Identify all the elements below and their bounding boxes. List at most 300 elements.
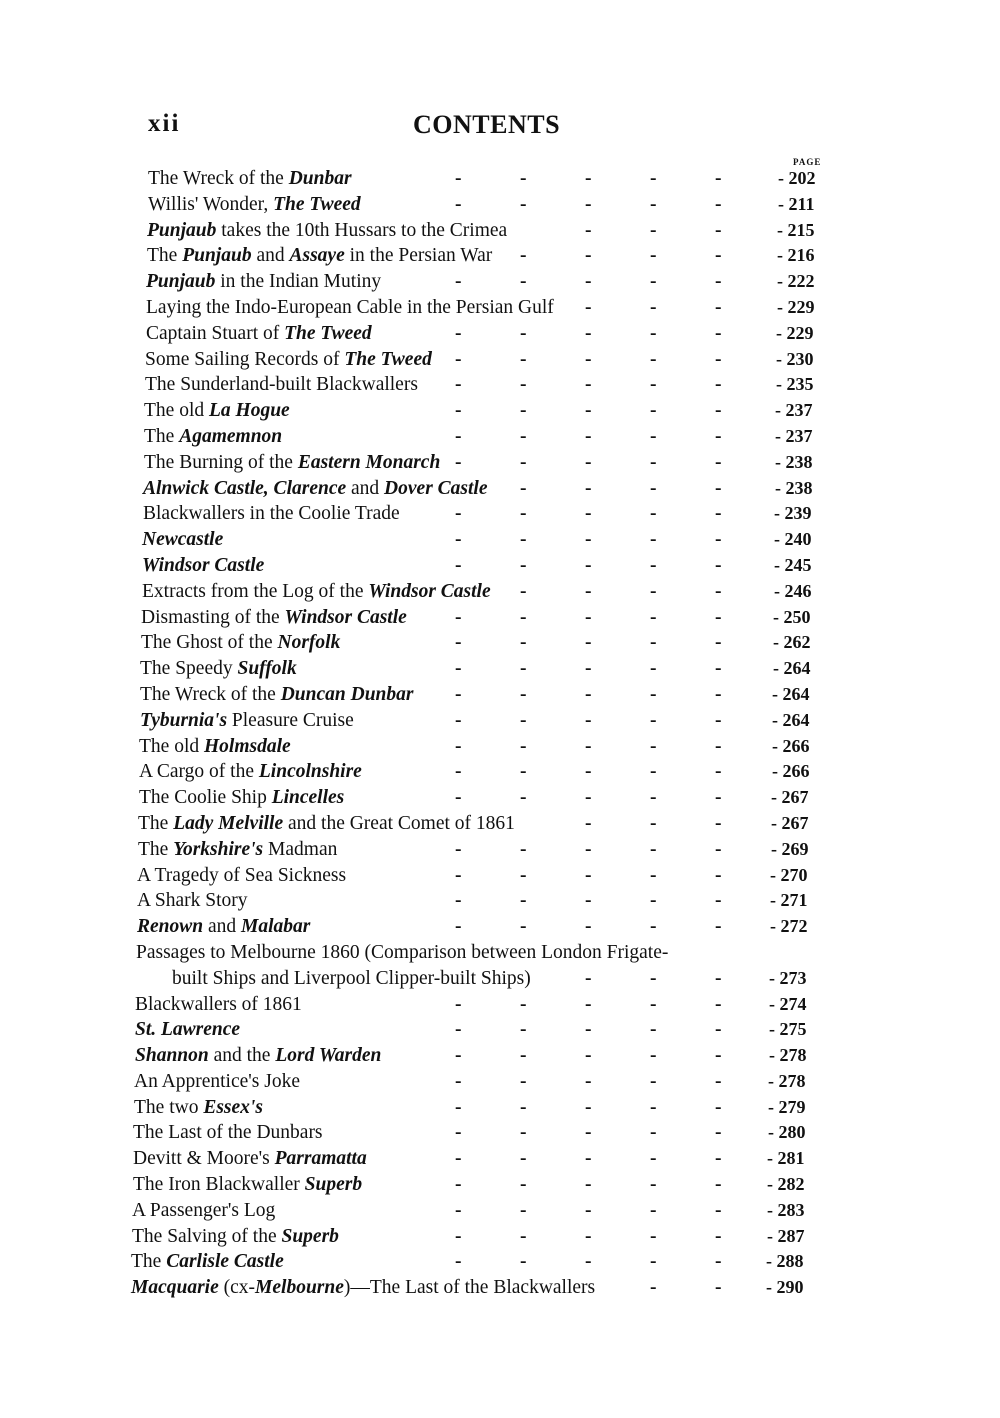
leader-dot: - [520,606,527,628]
toc-entry [0,992,1000,1018]
toc-entry [0,605,1000,631]
leader-dot: - [455,838,462,860]
page-number: xii [148,110,181,137]
toc-entry [0,372,1000,398]
entry-title: A Tragedy of Sea Sickness [137,864,347,886]
leader-dot: - [715,787,722,809]
leader-dot: - [520,761,527,783]
entry-title: Willis' Wonder, The Tweed [148,193,361,215]
leader-dot: - [455,761,462,783]
entry-page-number: - 278 [768,1070,806,1091]
entry-title: Blackwallers in the Coolie Trade [143,503,400,525]
leader-dot: - [585,425,592,447]
entry-title: Laying the Indo-European Cable in the Persian Gulf [146,296,554,318]
toc-entry [0,1043,1000,1069]
entry-page-number: - 278 [769,1045,807,1066]
leader-dot: - [455,735,462,757]
leader-dot: - [585,400,592,422]
entry-title: Punjaub takes the 10th Hussars to the Crimea [147,219,508,241]
entry-page-number: - 230 [776,348,814,369]
leader-dot: - [585,554,592,576]
leader-dot: - [585,296,592,318]
entry-page-number: - 246 [774,580,812,601]
leader-dot: - [585,1019,592,1041]
leader-dot: - [585,219,592,241]
leader-dot: - [455,193,462,215]
entry-page-number: - 237 [775,425,813,446]
toc-entry [0,811,1000,837]
entry-page-number: - 239 [774,503,812,524]
leader-dot: - [455,374,462,396]
leader-dot: - [650,1019,657,1041]
leader-dot: - [585,838,592,860]
toc-entry [0,1146,1000,1172]
leader-dot: - [520,1070,527,1092]
entry-title: The Sunderland-built Blackwallers [145,374,418,396]
toc-entry [0,1120,1000,1146]
leader-dot: - [650,761,657,783]
leader-dot: - [585,709,592,731]
leader-dot: - [455,683,462,705]
leader-dot: - [650,219,657,241]
entry-title: The Lady Melville and the Great Comet of 1861 [138,812,515,834]
entry-title: The Wreck of the Dunbar [148,168,352,189]
leader-dot: - [715,761,722,783]
toc-entry [0,940,1000,966]
toc-entry [0,630,1000,656]
leader-dot: - [585,477,592,499]
leader-dot: - [650,529,657,551]
entry-title: Passages to Melbourne 1860 (Comparison between London Frigate- [136,941,669,963]
toc-entry [0,837,1000,863]
leader-dot: - [650,787,657,809]
leader-dot: - [585,993,592,1015]
leader-dot: - [455,1148,462,1170]
entry-page-number: - 271 [770,890,808,911]
entry-page-number: - 290 [766,1277,804,1298]
toc-entry [0,966,1000,992]
leader-dot: - [585,735,592,757]
entry-title: The Speedy Suffolk [140,658,297,680]
toc-entry [0,863,1000,889]
page-title: CONTENTS [413,110,561,139]
toc-entry [0,1017,1000,1043]
leader-dot: - [520,245,527,267]
toc-entry [0,708,1000,734]
entry-page-number: - 274 [769,993,807,1014]
leader-dot: - [715,658,722,680]
leader-dot: - [715,709,722,731]
leader-dot: - [520,916,527,938]
leader-dot: - [520,400,527,422]
leader-dot: - [715,916,722,938]
leader-dot: - [520,1045,527,1067]
leader-dot: - [715,245,722,267]
leader-dot: - [715,322,722,344]
leader-dot: - [455,1174,462,1196]
entry-page-number: - 216 [777,245,815,266]
leader-dot: - [650,916,657,938]
leader-dot: - [455,271,462,293]
leader-dot: - [715,683,722,705]
leader-dot: - [650,296,657,318]
leader-dot: - [520,735,527,757]
entry-title: The two Essex's [134,1096,263,1118]
leader-dot: - [520,451,527,473]
leader-dot: - [455,864,462,886]
leader-dot: - [650,322,657,344]
entry-page-number: - 267 [771,787,809,808]
leader-dot: - [715,812,722,834]
entry-title: Dismasting of the Windsor Castle [141,606,407,628]
toc-entry [0,1249,1000,1275]
toc-entry [0,1224,1000,1250]
leader-dot: - [520,1225,527,1247]
leader-dot: - [650,1070,657,1092]
leader-dot: - [650,967,657,989]
leader-dot: - [715,1148,722,1170]
leader-dot: - [520,477,527,499]
toc-entry [0,1172,1000,1198]
toc-entry [0,501,1000,527]
leader-dot: - [715,1019,722,1041]
entry-page-number: - 273 [769,967,807,988]
leader-dot: - [715,838,722,860]
leader-dot: - [715,1096,722,1118]
entry-page-number: - 267 [771,812,809,833]
entry-page-number: - 250 [773,606,811,627]
leader-dot: - [585,658,592,680]
leader-dot: - [455,709,462,731]
leader-dot: - [520,683,527,705]
entry-title: Some Sailing Records of The Tweed [145,348,432,370]
entry-title: The Ghost of the Norfolk [141,632,341,654]
entry-title: Extracts from the Log of the Windsor Castle [142,580,491,602]
toc-entry [0,759,1000,785]
toc-entry [0,218,1000,244]
leader-dot: - [585,503,592,525]
leader-dot: - [650,1277,657,1299]
leader-dot: - [455,1096,462,1118]
leader-dot: - [650,658,657,680]
toc-entry [0,579,1000,605]
toc-entry [0,424,1000,450]
leader-dot: - [585,1122,592,1144]
leader-dot: - [585,890,592,912]
leader-dot: - [455,168,462,189]
entry-page-number: - 287 [767,1225,805,1246]
entry-title: Captain Stuart of The Tweed [146,322,372,344]
entry-page-number: - 266 [772,761,810,782]
leader-dot: - [520,168,527,189]
leader-dot: - [650,271,657,293]
leader-dot: - [520,787,527,809]
toc-entry [0,785,1000,811]
entry-page-number: - 288 [766,1251,804,1272]
toc-entry [0,450,1000,476]
leader-dot: - [520,554,527,576]
leader-dot: - [650,993,657,1015]
leader-dot: - [585,193,592,215]
leader-dot: - [455,658,462,680]
leader-dot: - [520,1199,527,1221]
toc-entry [0,1069,1000,1095]
toc-entry [0,476,1000,502]
leader-dot: - [650,812,657,834]
entry-title: The Carlisle Castle [131,1251,284,1273]
leader-dot: - [455,322,462,344]
leader-dot: - [520,529,527,551]
leader-dot: - [520,322,527,344]
leader-dot: - [650,632,657,654]
leader-dot: - [455,554,462,576]
leader-dot: - [585,606,592,628]
leader-dot: - [650,1174,657,1196]
leader-dot: - [585,761,592,783]
leader-dot: - [715,890,722,912]
leader-dot: - [520,632,527,654]
leader-dot: - [650,683,657,705]
leader-dot: - [715,1045,722,1067]
entry-title: The Iron Blackwaller Superb [133,1174,363,1196]
entry-page-number: - 275 [769,1019,807,1040]
entry-page-number: - 270 [770,864,808,885]
leader-dot: - [520,1148,527,1170]
entry-page-number: - 264 [772,683,810,704]
leader-dot: - [715,632,722,654]
toc-entry [0,398,1000,424]
entry-page-number: - 264 [773,658,811,679]
leader-dot: - [585,580,592,602]
leader-dot: - [455,1019,462,1041]
page-header [148,110,848,146]
entry-page-number: - 202 [778,168,816,188]
entry-page-number: - 211 [778,193,815,214]
entry-page-number: - 269 [771,838,809,859]
entry-title: The Coolie Ship Lincelles [139,787,345,809]
leader-dot: - [715,1070,722,1092]
entry-page-number: - 282 [767,1174,805,1195]
leader-dot: - [715,168,722,189]
leader-dot: - [715,1225,722,1247]
leader-dot: - [585,168,592,189]
toc-entry [0,166,1000,192]
leader-dot: - [715,193,722,215]
leader-dot: - [650,374,657,396]
toc-entry [0,192,1000,218]
leader-dot: - [585,1045,592,1067]
leader-dot: - [650,1251,657,1273]
leader-dot: - [585,1174,592,1196]
entry-title: The Agamemnon [144,425,283,447]
leader-dot: - [455,916,462,938]
leader-dot: - [650,193,657,215]
entry-page-number: - 240 [774,529,812,550]
leader-dot: - [715,1251,722,1273]
leader-dot: - [650,348,657,370]
leader-dot: - [650,1045,657,1067]
entry-title: Renown and Malabar [137,916,311,938]
entry-page-number: - 229 [777,296,815,317]
leader-dot: - [585,683,592,705]
toc-entry [0,734,1000,760]
leader-dot: - [715,993,722,1015]
leader-dot: - [520,1251,527,1273]
leader-dot: - [715,529,722,551]
leader-dot: - [650,580,657,602]
toc-entry [0,269,1000,295]
leader-dot: - [520,193,527,215]
leader-dot: - [520,348,527,370]
leader-dot: - [585,374,592,396]
page-column-label: PAGE [793,157,822,167]
entry-page-number: - 283 [767,1199,805,1220]
leader-dot: - [585,271,592,293]
leader-dot: - [585,864,592,886]
entry-title: Devitt & Moore's Parramatta [133,1148,367,1170]
toc-entry [0,321,1000,347]
leader-dot: - [715,864,722,886]
leader-dot: - [715,1199,722,1221]
entry-page-number: - 279 [768,1096,806,1117]
leader-dot: - [715,425,722,447]
leader-dot: - [650,400,657,422]
entry-page-number: - 266 [772,735,810,756]
leader-dot: - [650,864,657,886]
toc-entry [0,553,1000,579]
entry-page-number: - 262 [773,632,811,653]
toc-entry [0,1095,1000,1121]
leader-dot: - [520,1122,527,1144]
leader-dot: - [715,1174,722,1196]
entry-page-number: - 238 [775,477,813,498]
leader-dot: - [585,967,592,989]
leader-dot: - [455,1251,462,1273]
leader-dot: - [455,890,462,912]
entry-title: The Yorkshire's Madman [138,838,338,860]
leader-dot: - [650,709,657,731]
toc-entry [0,527,1000,553]
leader-dot: - [455,1122,462,1144]
entry-title: Blackwallers of 1861 [135,993,302,1015]
leader-dot: - [650,1199,657,1221]
toc-entry [0,243,1000,269]
leader-dot: - [455,348,462,370]
entry-title: A Passenger's Log [132,1199,276,1221]
leader-dot: - [455,787,462,809]
leader-dot: - [715,374,722,396]
leader-dot: - [520,1019,527,1041]
leader-dot: - [715,477,722,499]
entry-title: The Salving of the Superb [132,1225,339,1247]
entry-title: A Shark Story [137,890,248,912]
toc-entry [0,656,1000,682]
leader-dot: - [520,838,527,860]
leader-dot: - [650,606,657,628]
leader-dot: - [585,916,592,938]
leader-dot: - [585,451,592,473]
leader-dot: - [520,374,527,396]
leader-dot: - [520,658,527,680]
entry-page-number: - 222 [777,271,815,292]
leader-dot: - [650,735,657,757]
entry-page-number: - 215 [777,219,815,240]
toc-entry [0,295,1000,321]
leader-dot: - [715,296,722,318]
leader-dot: - [455,632,462,654]
entry-page-number: - 237 [775,400,813,421]
leader-dot: - [520,1174,527,1196]
leader-dot: - [585,529,592,551]
entry-title: built Ships and Liverpool Clipper-built Ships) [172,967,531,989]
leader-dot: - [520,709,527,731]
entry-page-number: - 272 [770,916,808,937]
entry-title: Shannon and the Lord Warden [135,1045,382,1067]
leader-dot: - [715,503,722,525]
leader-dot: - [585,322,592,344]
entry-title: Newcastle [142,529,224,551]
leader-dot: - [715,271,722,293]
leader-dot: - [585,812,592,834]
entry-title: The old La Hogue [144,400,290,422]
entry-title: Alnwick Castle, Clarence and Dover Castle [143,477,488,499]
entry-title: A Cargo of the Lincolnshire [139,761,362,783]
entry-page-number: - 281 [767,1148,805,1169]
leader-dot: - [715,606,722,628]
leader-dot: - [585,1148,592,1170]
leader-dot: - [715,348,722,370]
leader-dot: - [520,503,527,525]
entry-title: An Apprentice's Joke [134,1070,300,1092]
leader-dot: - [455,451,462,473]
entry-page-number: - 235 [776,374,814,395]
leader-dot: - [715,451,722,473]
leader-dot: - [650,503,657,525]
leader-dot: - [650,1225,657,1247]
leader-dot: - [455,1199,462,1221]
entry-title: The Wreck of the Duncan Dunbar [140,683,414,705]
leader-dot: - [455,993,462,1015]
leader-dot: - [650,1096,657,1118]
leader-dot: - [455,1225,462,1247]
entry-title: The old Holmsdale [139,735,291,757]
toc-entry [0,347,1000,373]
leader-dot: - [650,1148,657,1170]
leader-dot: - [715,554,722,576]
leader-dot: - [650,168,657,189]
entry-title: Punjaub in the Indian Mutiny [146,271,382,293]
entry-title: The Last of the Dunbars [133,1122,323,1144]
leader-dot: - [715,735,722,757]
leader-dot: - [585,1070,592,1092]
leader-dot: - [650,245,657,267]
leader-dot: - [520,890,527,912]
leader-dot: - [650,554,657,576]
leader-dot: - [585,1096,592,1118]
leader-dot: - [585,787,592,809]
leader-dot: - [715,219,722,241]
leader-dot: - [520,580,527,602]
leader-dot: - [585,1225,592,1247]
leader-dot: - [585,632,592,654]
leader-dot: - [585,348,592,370]
toc-entry [0,1198,1000,1224]
entry-page-number: - 264 [772,709,810,730]
leader-dot: - [455,606,462,628]
toc-entry [0,888,1000,914]
entry-title: Macquarie (cx-Melbourne)—The Last of the Blackwallers [131,1277,596,1299]
leader-dot: - [650,477,657,499]
